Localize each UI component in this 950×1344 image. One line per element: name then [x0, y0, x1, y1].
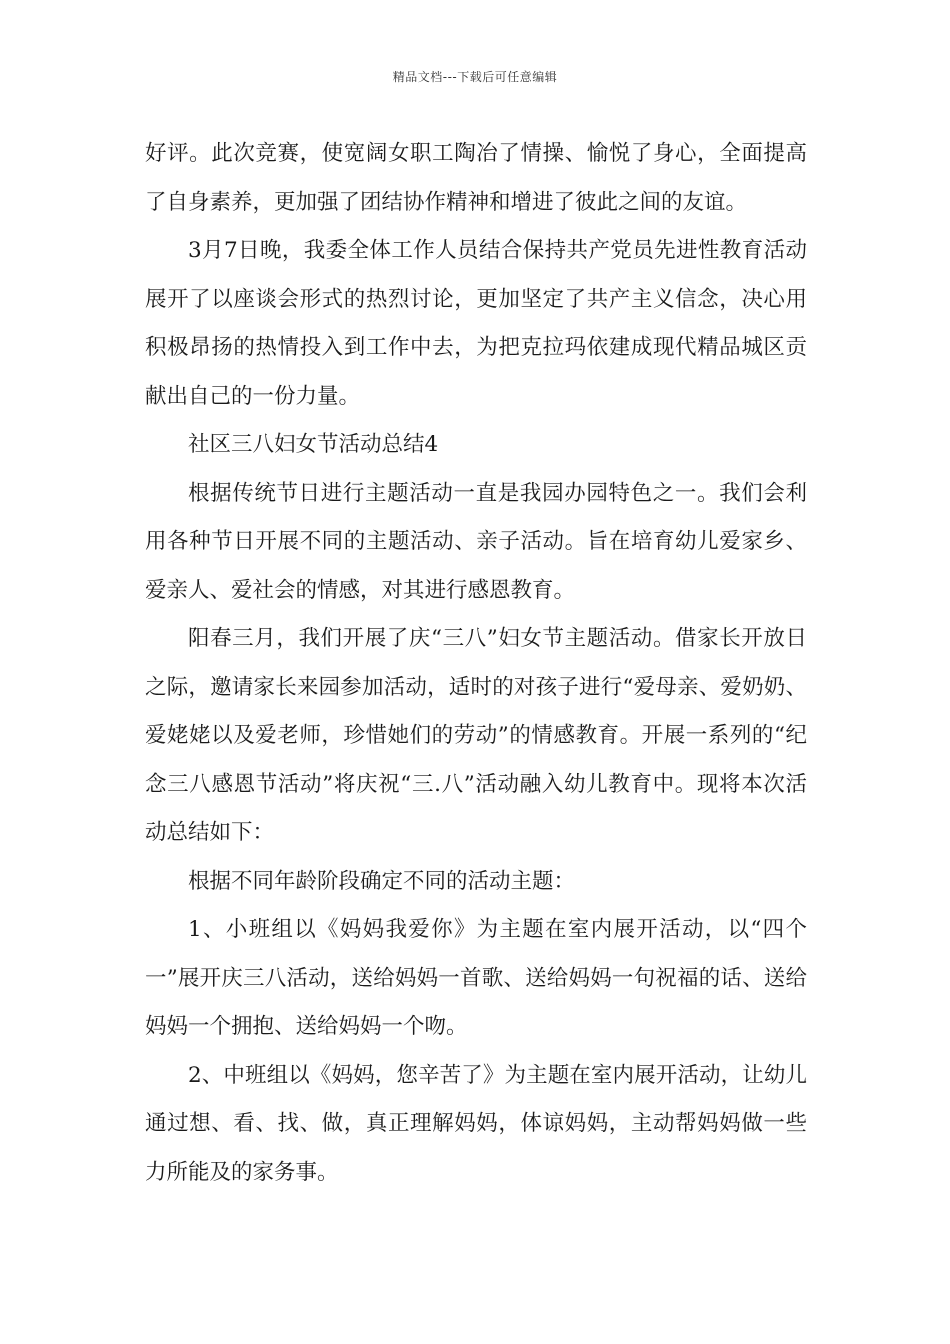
document-body: [145, 130, 807, 1197]
section-heading: 社区三八妇女节活动总结4: [188, 432, 439, 457]
paragraph-themes-intro: 根据不同年龄阶段确定不同的活动主题：: [188, 868, 576, 894]
page-header: 精品文档---下载后可任意编辑: [392, 70, 558, 84]
paragraph-tradition: 根据传统节日进行主题活动一直是我园办园特色之一。我们会利用各种节日开展不同的主题活动、亲子活动。旨在培育幼儿爱家乡、爱亲人、爱社会的情感，对其进行感恩教育。: [145, 480, 807, 603]
list-item-small-class: 1、小班组以《妈妈我爱你》为主题在室内展开活动，以“四个一”展开庆三八活动，送给妈妈一首歌、送给妈妈一句祝福的话、送给妈妈一个拥抱、送给妈妈一个吻。: [145, 917, 807, 1039]
paragraph-continuation: 好评。此次竞赛，使宽阔女职工陶冶了情操、愉悦了身心，全面提高了自身素养，更加强了团结协作精神和增进了彼此之间的友谊。: [145, 141, 807, 215]
paragraph-march-7: 3月7日晚，我委全体工作人员结合保持共产党员先进性教育活动展开了以座谈会形式的热烈讨论，更加坚定了共产主义信念，决心用积极昂扬的热情投入到工作中去，为把克拉玛依建成现代精品城区贡献出自己的一份力量。: [145, 238, 807, 409]
list-item-middle-class: 2、中班组以《妈妈，您辛苦了》为主题在室内展开活动，让幼儿通过想、看、找、做，真正理解妈妈，体谅妈妈，主动帮妈妈做一些力所能及的家务事。: [145, 1062, 807, 1185]
paragraph-spring: 阳春三月，我们开展了庆“三八”妇女节主题活动。借家长开放日之际，邀请家长来园参加活动，适时的对孩子进行“爱母亲、爱奶奶、爱姥姥以及爱老师，珍惜她们的劳动”的情感教育。开展一系列的“纪念三八感恩节活动”将庆祝“三.八”活动融入幼儿教育中。现将本次活动总结如下：: [145, 626, 807, 845]
